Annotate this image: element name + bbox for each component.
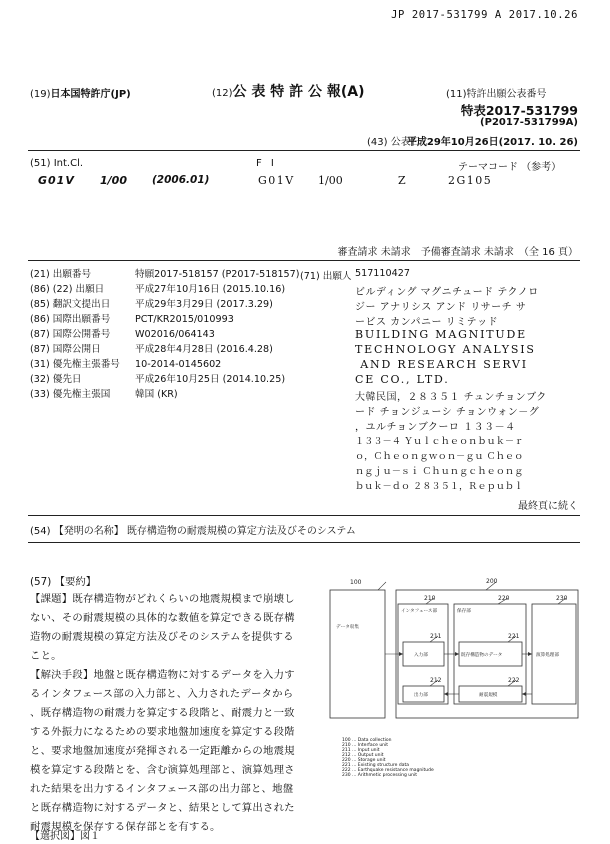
- patent-office: 日本国特許庁(JP): [50, 89, 131, 100]
- abstract-line: 、既存構造物の耐震力を算定する段階と、耐震力と一致: [30, 707, 295, 719]
- biblio-field: [30, 343, 273, 356]
- ref-200: 200: [486, 578, 498, 585]
- abstract-line: 造物の耐震規模の算定方法及びそのシステムを提供する: [30, 631, 294, 643]
- int-cl-version: (2006.01): [152, 174, 210, 186]
- processing-label: 演算処理部: [536, 653, 559, 658]
- applicant-line: CE CO., LTD.: [355, 373, 450, 386]
- biblio-field: [30, 328, 215, 341]
- legend-line: 222 ... Earthquake resistance magnitude: [342, 768, 434, 773]
- output-label: 出力部: [414, 693, 428, 698]
- biblio-field: [30, 313, 234, 326]
- biblio-field: [30, 373, 285, 386]
- abstract-heading: (57) 【要約】: [30, 576, 97, 588]
- field-value: W02016/064143: [135, 329, 215, 340]
- office-number: (19): [30, 89, 51, 100]
- abstract-line: する外振力になるための要求地盤加速度を算定する段階: [30, 726, 295, 738]
- ref-230: 230: [556, 595, 568, 602]
- applicant-line: 大韓民国，２８３５１ チュンチョンブク: [355, 392, 547, 403]
- field-label: (85) 翻訳文提出日: [30, 299, 111, 310]
- field-label: (21) 出願番号: [30, 269, 92, 280]
- biblio-field: [30, 298, 273, 311]
- biblio-field: [30, 268, 300, 281]
- field-value: 韓国 (KR): [135, 389, 178, 400]
- interface-label: インタフェース部: [401, 609, 438, 614]
- abstract-line: こと。: [30, 650, 62, 662]
- field-value: 平成28年4月28日 (2016.4.28): [135, 344, 273, 355]
- pub-date-label: (43) 公表日: [367, 137, 421, 148]
- examination-status: 審査請求 未請求 予備審査請求 未請求 （全 16 頁）: [337, 247, 578, 258]
- divider: [28, 515, 580, 516]
- applicant-label: (71) 出願人: [300, 271, 352, 282]
- ref-100: 100: [350, 579, 362, 586]
- field-label: (86) (22) 出願日: [30, 284, 105, 295]
- legend-line: 220 ... Storage unit: [342, 758, 386, 763]
- field-label: (31) 優先権主張番号: [30, 359, 120, 370]
- doc-type-block: [212, 81, 365, 101]
- int-cl-group: 1/00: [100, 174, 127, 187]
- applicant-line: ，ユルチョンブクーロ １３３－４: [355, 422, 516, 433]
- office-block: [30, 85, 131, 100]
- fi-group: 1/00: [318, 174, 343, 187]
- fi-label: F I: [256, 158, 277, 169]
- legend-line: 221 ... Existing structure data: [342, 763, 409, 768]
- pub-number-label: (11)特許出願公表番号: [446, 89, 547, 100]
- abstract-line: れた結果を出力するインタフェース部の出力部と、地盤: [30, 783, 294, 795]
- applicant-line: １３３－４ Ｙｕｌｃｈｅｏｎｂｕｋ－ｒ: [355, 436, 524, 447]
- applicant-line: ｎｇｊｕ－ｓｉ Ｃｈｕｎｇｃｈｅｏｎｇ: [355, 466, 524, 477]
- ref-211: 211: [430, 633, 442, 640]
- legend-line: 100 ... Data collection: [342, 738, 392, 743]
- applicant-line: TECHNOLOGY ANALYSIS: [355, 343, 536, 356]
- invention-title: (54) 【発明の名称】 既存構造物の耐震規模の算定方法及びそのシステム: [30, 526, 356, 537]
- legend-line: 210 ... Interface unit: [342, 743, 389, 748]
- int-cl-label: (51) Int.Cl.: [30, 158, 84, 169]
- biblio-field: [30, 358, 221, 371]
- theme-code: 2G105: [448, 174, 493, 187]
- abstract-line: と、要求地盤加速度が発揮される一定距離からの地震規: [30, 745, 295, 757]
- abstract-line: 耐震規模を保存する保存部とを有する。: [30, 821, 221, 833]
- field-value: 平成27年10月16日 (2015.10.16): [135, 284, 286, 295]
- field-value: 10-2014-0145602: [135, 359, 222, 370]
- legend-line: 211 ... Input unit: [342, 748, 380, 753]
- field-label: (87) 国際公開日: [30, 344, 101, 355]
- ref-220: 220: [498, 595, 510, 602]
- document-reference: JP 2017-531799 A 2017.10.26: [391, 9, 578, 21]
- field-value: 平成29年3月29日 (2017.3.29): [135, 299, 273, 310]
- applicant-line: ｏ，Ｃｈｅｏｎｇｗｏｎ－ｇｕ Ｃｈｅｏ: [355, 451, 524, 462]
- divider: [28, 542, 580, 543]
- ref-210: 210: [424, 595, 436, 602]
- int-cl-code: G01V: [38, 174, 75, 187]
- publication-number: 特表2017-531799: [460, 103, 578, 118]
- data-collection-label: データ収集: [336, 625, 359, 630]
- publication-number-alt: (P2017-531799A): [480, 117, 578, 128]
- fi-code: G01V: [258, 174, 295, 187]
- selected-figure: 【選択図】図１: [30, 831, 100, 842]
- ref-212: 212: [430, 677, 442, 684]
- field-label: (87) 国際公開番号: [30, 329, 111, 340]
- field-value: 特願2017-518157 (P2017-518157): [135, 269, 300, 280]
- legend-line: 230 ... Arithmetic processing unit: [342, 773, 418, 778]
- doc-type-title: 公 表 特 許 公 報(A): [232, 84, 365, 100]
- abstract-line: 模を算定する段階とを、含む演算処理部と、演算処理さ: [30, 764, 295, 776]
- abstract-line: 【課題】既存構造物がどれくらいの地震規模まで崩壊し: [30, 593, 295, 605]
- fi-letter: Z: [398, 174, 406, 187]
- legend-line: 212 ... Output unit: [342, 753, 384, 758]
- biblio-field: [30, 283, 285, 296]
- field-value: 平成26年10月25日 (2014.10.25): [135, 374, 286, 385]
- storage-label: 保存部: [457, 609, 471, 614]
- field-label: (33) 優先権主張国: [30, 389, 111, 400]
- publication-date: 平成29年10月26日(2017. 10. 26): [406, 137, 578, 148]
- abstract-line: と既存構造物に対するデータと、結果として算出された: [30, 802, 295, 814]
- input-label: 入力部: [414, 653, 428, 658]
- applicant-line: ービス カンパニー リミテッド: [355, 317, 499, 328]
- biblio-field: [30, 388, 178, 401]
- divider: [28, 150, 580, 151]
- applicant-line: AND RESEARCH SERVI: [355, 358, 528, 371]
- divider: [28, 260, 580, 261]
- ref-221: 221: [508, 633, 520, 640]
- theme-code-label: テーマコード （参考）: [458, 162, 562, 173]
- existing-data-label: 既存構造物のデータ: [461, 653, 503, 658]
- applicant-line: ビルディング マグニチュード テクノロ: [355, 287, 539, 298]
- system-block-diagram: [326, 576, 582, 736]
- applicant-number: 517110427: [355, 268, 410, 279]
- ref-222: 222: [508, 677, 520, 684]
- continued-note: 最終頁に続く: [518, 501, 578, 512]
- magnitude-label: 耐震規模: [479, 693, 498, 698]
- applicant-line: ジー アナリシス アンド リサーチ サ: [355, 302, 527, 313]
- field-value: PCT/KR2015/010993: [135, 314, 234, 325]
- doc-type-number: (12): [212, 88, 233, 99]
- field-label: (86) 国際出願番号: [30, 314, 111, 325]
- abstract-line: ない、その耐震規模の具体的な数値を算定できる既存構: [30, 612, 295, 624]
- applicant-line: ード チョンジューシ チョンウォン－グ: [355, 407, 540, 418]
- field-label: (32) 優先日: [30, 374, 82, 385]
- abstract-line: 【解決手段】地盤と既存構造物に対するデータを入力す: [30, 669, 295, 681]
- data-collection-box: [330, 590, 385, 718]
- abstract-line: るインタフェース部の入力部と、入力されたデータから: [30, 688, 294, 700]
- applicant-line: BUILDING MAGNITUDE: [355, 328, 527, 341]
- applicant-line: ｂｕｋ－ｄｏ ２８３５１，Ｒｅｐｕｂｌ: [355, 481, 524, 492]
